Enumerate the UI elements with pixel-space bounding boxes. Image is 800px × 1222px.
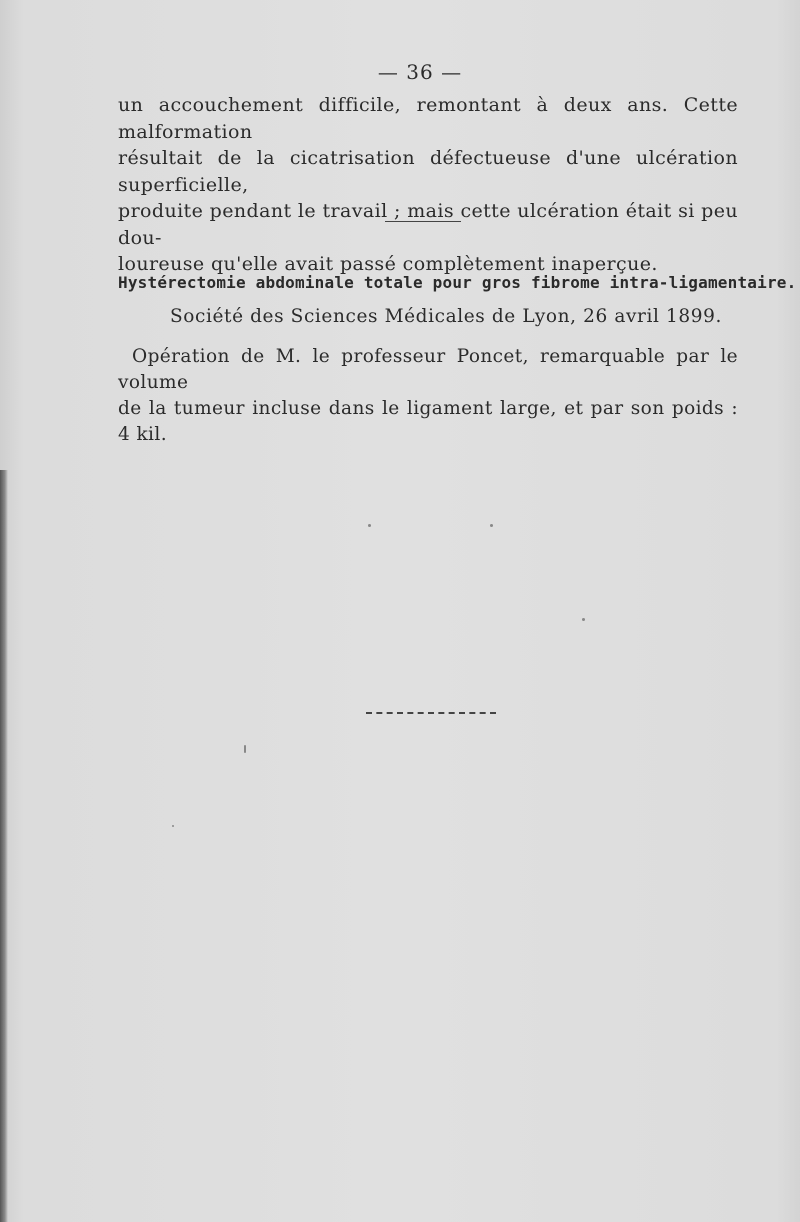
paper-speck bbox=[172, 825, 174, 827]
paper-speck bbox=[490, 524, 493, 527]
paragraph-continuation: un accouchement difficile, remontant à deux ans. Cette malformation résultait de la cicatrisation défectueuse d'une ulcération superficielle, produite pendant le travail ; mais cette ulcération était si peu dou- loureuse qu'elle avait passé complètement inaperçue. bbox=[118, 94, 738, 275]
paper-speck bbox=[244, 745, 246, 753]
page-number: — 36 — bbox=[377, 60, 463, 84]
paragraph-operation-text: Opération de M. le professeur Poncet, remarquable par le volume de la tumeur incluse dans le ligament large, et par son poids : 4 kil. bbox=[118, 346, 738, 445]
paragraph-operation bbox=[118, 344, 738, 448]
end-divider bbox=[366, 712, 496, 714]
page-binding-edge bbox=[0, 470, 8, 1222]
paper-speck bbox=[368, 524, 371, 527]
section-heading: Hystérectomie abdominale totale pour gros fibrome intra-ligamentaire. bbox=[118, 273, 797, 292]
section-divider bbox=[385, 221, 461, 222]
section-source: Société des Sciences Médicales de Lyon, 26 avril 1899. bbox=[170, 306, 722, 327]
paper-speck bbox=[582, 618, 585, 621]
